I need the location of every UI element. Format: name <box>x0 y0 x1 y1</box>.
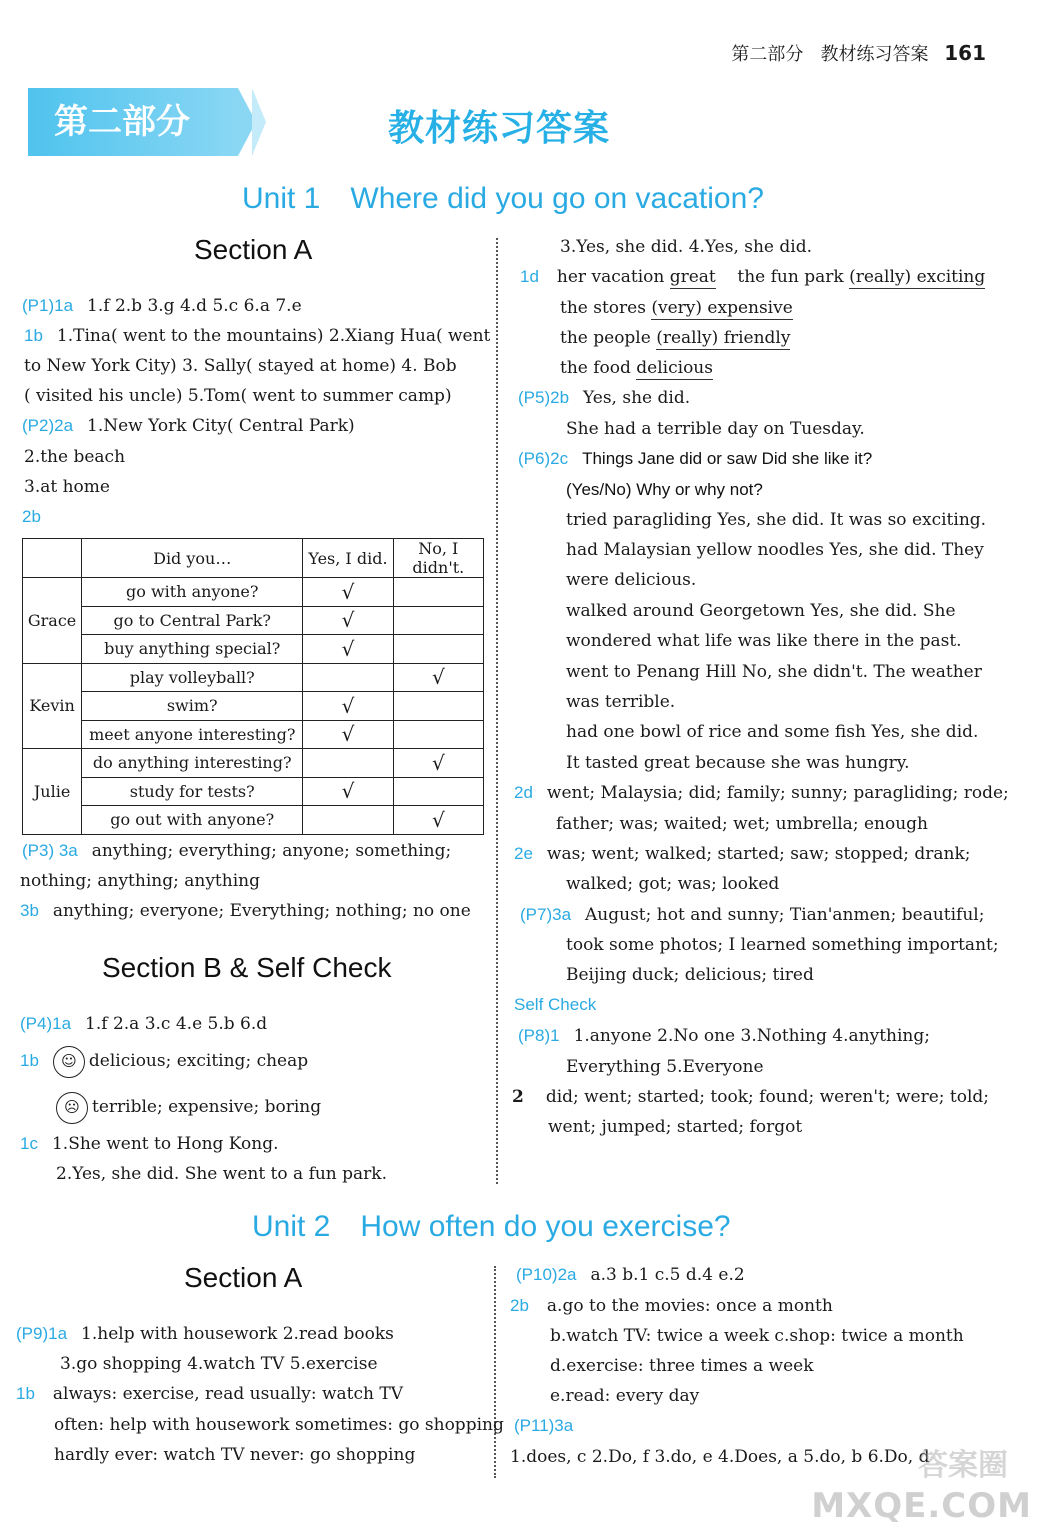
answer-u2-1b-line3: hardly ever: watch TV never: go shopping <box>54 1445 416 1465</box>
table-row: Julie do anything interesting? √ <box>23 749 484 778</box>
answer-1c: 1c 1.She went to Hong Kong. <box>20 1134 279 1154</box>
answer-u2-1b: 1b always: exercise, read usually: watch TV <box>16 1384 404 1404</box>
answer-1d-line2: the stores (very) expensive <box>560 298 793 318</box>
answer-p2-2a: (P2)2a 1.New York City( Central Park) <box>22 416 355 436</box>
table-row: swim? √ <box>23 692 484 721</box>
answer-u2-2b: 2b a.go to the movies: once a month <box>510 1296 833 1316</box>
answer-2b-label: 2b <box>22 507 41 526</box>
answer-2c-row3: were delicious. <box>566 570 697 590</box>
table-row: Grace go with anyone? √ <box>23 578 484 607</box>
watermark-url: MXQE.COM <box>811 1486 1032 1526</box>
answer-2a-line2: 2.the beach <box>24 447 126 467</box>
answer-1d: 1d her vacation great the fun park (really) exciting <box>520 267 986 287</box>
running-header <box>731 40 986 66</box>
table-row: Did you… Yes, I did. No, I didn't. <box>23 539 484 578</box>
table-row: meet anyone interesting? √ <box>23 720 484 749</box>
table-row: Kevin play volleyball? √ <box>23 663 484 692</box>
answer-p11-3a: 1.does, c 2.Do, f 3.do, e 4.Does, a 5.do, b 6.Do, d <box>510 1447 930 1467</box>
answer-2c-header2: (Yes/No) Why or why not? <box>566 480 763 499</box>
table-row: go to Central Park? √ <box>23 606 484 635</box>
table-row: buy anything special? √ <box>23 635 484 664</box>
unit1-name: Where did you go on vacation? <box>350 182 764 215</box>
check-mark: √ <box>393 806 483 835</box>
check-mark: √ <box>393 663 483 692</box>
answer-2a-line3: 3.at home <box>24 477 110 497</box>
smiling-face-icon: ☺ <box>53 1046 85 1078</box>
check-mark: √ <box>303 635 393 664</box>
answer-2d: 2d went; Malaysia; did; family; sunny; paragliding; rode; <box>514 783 1009 803</box>
check-mark: √ <box>303 578 393 607</box>
answer-p10-2a: (P10)2a a.3 b.1 c.5 d.4 e.2 <box>516 1265 745 1285</box>
answer-p4-1a: (P4)1a 1.f 2.a 3.c 4.e 5.b 6.d <box>20 1014 268 1034</box>
answer-2c-row7: was terrible. <box>566 692 676 712</box>
unit1-number: Unit 1 <box>242 182 321 215</box>
page-title: 教材练习答案 <box>388 108 611 149</box>
check-mark: √ <box>303 720 393 749</box>
answer-2c-row9: It tasted great because she was hungry. <box>566 753 910 773</box>
answer-1c-line3: 3.Yes, she did. 4.Yes, she did. <box>560 237 813 257</box>
unit1-title <box>242 182 764 216</box>
answer-1d-line4: the food delicious <box>560 358 713 378</box>
answer-2b-line2: She had a terrible day on Tuesday. <box>566 419 865 439</box>
answer-p8-1: (P8)1 1.anyone 2.No one 3.Nothing 4.anything; <box>518 1026 930 1046</box>
answer-selfcheck-2: 2 did; went; started; took; found; weren't; were; told; <box>512 1087 990 1107</box>
answer-p5-2b: (P5)2b Yes, she did. <box>518 388 691 408</box>
answer-1b-line3: ( visited his uncle) 5.Tom( went to summer camp) <box>24 386 452 406</box>
answer-selfcheck-2-line2: went; jumped; started; forgot <box>548 1117 803 1137</box>
table-row: study for tests? √ <box>23 777 484 806</box>
section-b-heading: Section B & Self Check <box>102 952 392 983</box>
section-a-heading: Section A <box>194 234 313 265</box>
check-mark: √ <box>303 777 393 806</box>
check-mark: √ <box>303 606 393 635</box>
answer-2c-row5: wondered what life was like there in the past. <box>566 631 962 651</box>
part-banner: 第二部分 <box>28 88 238 156</box>
banner-chevron-icon <box>252 88 266 156</box>
self-check-label: Self Check <box>514 995 597 1014</box>
answer-1b-faces: 1b ☺ delicious; exciting; cheap <box>20 1044 308 1078</box>
answer-2e: 2e was; went; walked; started; saw; stopped; drank; <box>514 844 971 864</box>
answer-p11-label: (P11)3a <box>514 1416 574 1435</box>
unit2-name: How often do you exercise? <box>360 1210 731 1243</box>
answer-p9-line2: 3.go shopping 4.watch TV 5.exercise <box>60 1354 378 1374</box>
answer-2d-line2: father; was; waited; wet; umbrella; enough <box>556 814 928 834</box>
header-title: 教材练习答案 <box>820 44 929 65</box>
unit2-title <box>252 1210 731 1244</box>
column-divider <box>494 1266 496 1478</box>
check-mark: √ <box>393 749 483 778</box>
answer-p1-1a: (P1)1a 1.f 2.b 3.g 4.d 5.c 6.a 7.e <box>22 296 302 316</box>
answer-3a-line2: nothing; anything; anything <box>20 871 260 891</box>
answer-2c-row6: went to Penang Hill No, she didn't. The weather <box>566 662 982 682</box>
answer-2c-row8: had one bowl of rice and some fish Yes, she did. <box>566 722 979 742</box>
sad-face-icon: ☹ <box>56 1092 88 1124</box>
answer-2c-row4: walked around Georgetown Yes, she did. She <box>566 601 956 621</box>
answer-2e-line2: walked; got; was; looked <box>566 874 780 894</box>
answer-2c-row2: had Malaysian yellow noodles Yes, she did. They <box>566 540 984 560</box>
page-number: 161 <box>944 41 986 65</box>
answer-p6-2c: (P6)2c Things Jane did or saw Did she like it? <box>518 449 873 468</box>
answer-p8-line2: Everything 5.Everyone <box>566 1057 764 1077</box>
answer-p9-1a: (P9)1a 1.help with housework 2.read books <box>16 1324 394 1344</box>
answer-1b-faces-line2: ☹ terrible; expensive; boring <box>56 1090 321 1124</box>
answer-p3-3a: (P3) 3a anything; everything; anyone; something; <box>22 841 452 861</box>
answer-1d-line3: the people (really) friendly <box>560 328 791 348</box>
answer-2c-row1: tried paragliding Yes, she did. It was so exciting. <box>566 510 987 530</box>
answer-table-2b <box>22 538 484 835</box>
answer-u2-2b-line3: d.exercise: three times a week <box>550 1356 814 1376</box>
answer-1c-line2: 2.Yes, she did. She went to a fun park. <box>56 1164 388 1184</box>
answer-1b: 1b 1.Tina( went to the mountains) 2.Xiang Hua( went <box>24 326 491 346</box>
column-divider <box>496 238 498 1184</box>
answer-u2-2b-line2: b.watch TV: twice a week c.shop: twice a month <box>550 1326 964 1346</box>
header-part: 第二部分 <box>731 44 804 65</box>
unit2-section-a-heading: Section A <box>184 1262 303 1293</box>
table-row: go out with anyone? √ <box>23 806 484 835</box>
answer-p7-3a: (P7)3a August; hot and sunny; Tian'anmen; beautiful; <box>520 905 985 925</box>
check-mark: √ <box>303 692 393 721</box>
answer-u2-1b-line2: often: help with housework sometimes: go shopping <box>54 1415 504 1435</box>
answer-u2-2b-line4: e.read: every day <box>550 1386 700 1406</box>
answer-3a-line2: took some photos; I learned something important; <box>566 935 999 955</box>
answer-3a-line3: Beijing duck; delicious; tired <box>566 965 814 985</box>
watermark-logo: 答案圈 <box>918 1448 1008 1483</box>
unit2-number: Unit 2 <box>252 1210 331 1243</box>
answer-3b: 3b anything; everyone; Everything; nothing; no one <box>20 901 471 921</box>
answer-1b-line2: to New York City) 3. Sally( stayed at home) 4. Bob <box>24 356 457 376</box>
